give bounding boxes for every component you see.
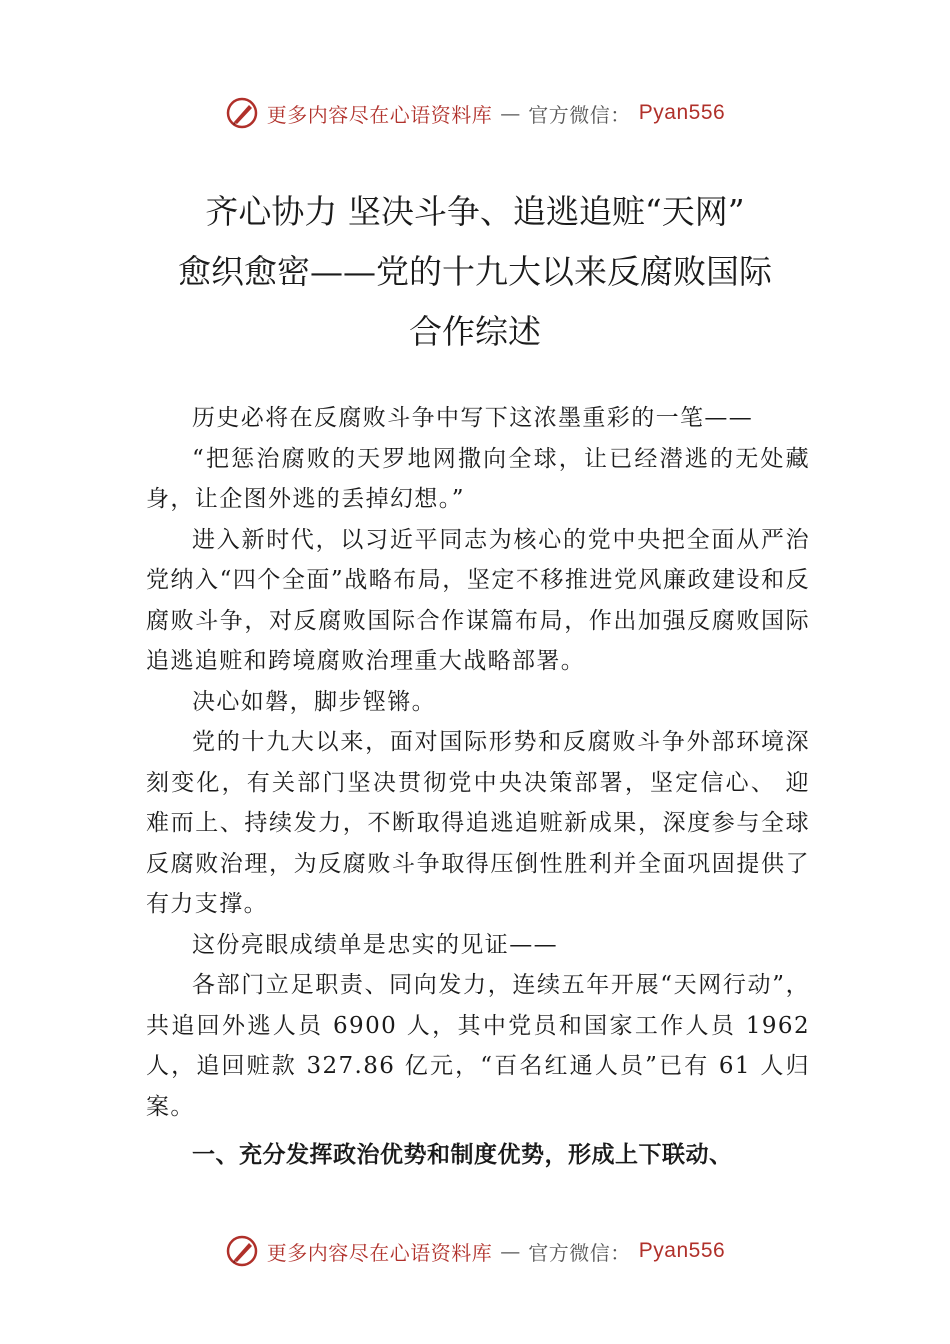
paragraph: 进入新时代，以习近平同志为核心的党中央把全面从严治党纳入“四个全面”战略布局，坚定不移推进党风廉政建设和反腐败斗争，对反腐败国际合作谋篇布局，作出加强反腐败国际追逃追赃和跨境腐败治理重大战略部署。 bbox=[146, 526, 810, 674]
section-heading: 一、充分发挥政治优势和制度优势，形成上下联动、 bbox=[192, 1142, 733, 1168]
header-banner bbox=[0, 96, 950, 130]
banner-separator: — bbox=[500, 101, 521, 125]
banner-wechat-id: Pyan556 bbox=[638, 1239, 726, 1262]
pen-logo-icon bbox=[225, 96, 259, 130]
paragraph: “把惩治腐败的天罗地网撒向全球，让已经潜逃的无处藏身，让企图外逃的丢掉幻想。” bbox=[146, 445, 810, 512]
title-line-2: 愈织愈密——党的十九大以来反腐败国际 bbox=[178, 252, 772, 291]
paragraph: 各部门立足职责、同向发力，连续五年开展“天网行动”，共追回外逃人员 6900 人，其中党员和国家工作人员 1962 人，追回赃款 327.86 亿元，“百名红通人员”已有 61 人归案。 bbox=[146, 972, 810, 1120]
banner-wechat-label: 官方微信： bbox=[528, 102, 631, 127]
banner-text: 更多内容尽在心语资料库 bbox=[266, 102, 493, 127]
paragraph: 这份亮眼成绩单是忠实的见证—— bbox=[192, 931, 558, 958]
paragraph: 党的十九大以来，面对国际形势和反腐败斗争外部环境深刻变化，有关部门坚决贯彻党中央决策部署，坚定信心、 迎难而上、持续发力，不断取得追逃追赃新成果，深度参与全球反腐败治理，为反腐败斗争取得压倒性胜利并全面巩固提供了有力支撑。 bbox=[146, 729, 810, 917]
banner-wechat-label: 官方微信： bbox=[528, 1240, 631, 1265]
title-line-1: 齐心协力 坚决斗争、追逃追赃“天网” bbox=[205, 192, 745, 231]
title-line-3: 合作综述 bbox=[409, 312, 541, 351]
paragraph: 决心如磐，脚步铿锵。 bbox=[192, 688, 436, 715]
paragraph: 历史必将在反腐败斗争中写下这浓墨重彩的一笔—— bbox=[192, 405, 754, 431]
document-body bbox=[146, 398, 810, 1175]
banner-separator: — bbox=[500, 1239, 521, 1263]
document-title bbox=[0, 182, 950, 362]
banner-wechat-id: Pyan556 bbox=[638, 101, 726, 124]
footer-banner bbox=[0, 1234, 950, 1268]
banner-text: 更多内容尽在心语资料库 bbox=[266, 1240, 493, 1265]
pen-logo-icon bbox=[225, 1234, 259, 1268]
